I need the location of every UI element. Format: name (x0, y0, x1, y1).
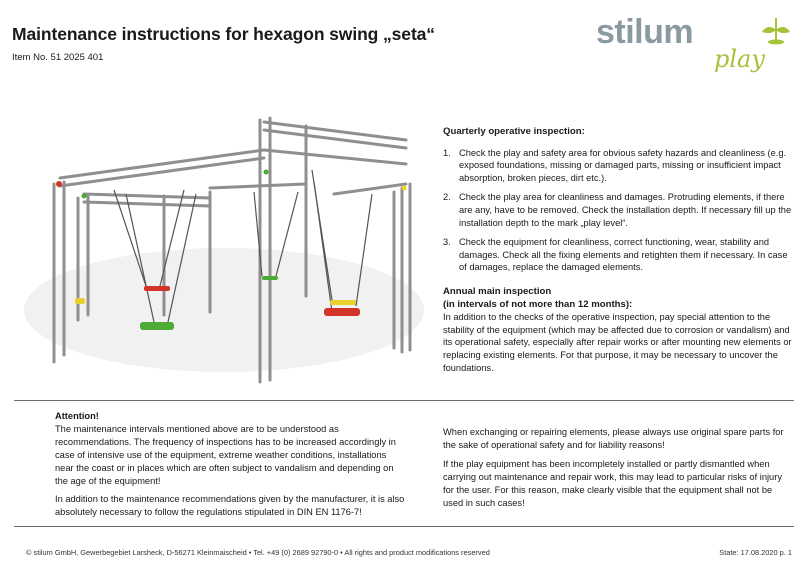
logo-wordmark: stilum (596, 13, 694, 51)
swing-seat-yellow (330, 300, 356, 305)
notes-block (443, 426, 793, 515)
annual-heading: Annual main inspection (443, 285, 552, 297)
notes-paragraph-2: If the play equipment has been incompletely installed or partly dismantled when carrying out maintenance and repair work, this may lead to particular risks of injury for the user. For this reason, make clearly visible that the equipment shall not be used in such cases! (443, 458, 782, 508)
hexagon-swing-illustration (14, 100, 424, 400)
annual-inspection (443, 286, 793, 374)
attention-paragraph-1: The maintenance intervals mentioned above are to be understood as recommendations. The frequency of inspections has to be increased accordingly in case of intensive use of the equipment, extreme weather conditions, installations near the coast or in places which are often subject to vandalism and depending on the age of the equipment! (55, 423, 396, 486)
list-number: 3. (443, 237, 451, 248)
divider-top (14, 400, 794, 401)
list-text: Check the play area for cleanliness and damages. Protruding elements, if there are any, have to be removed. Check the installation depth. If necessary fill up the installation depth to the mark „play level“. (459, 192, 792, 228)
swing-seat-green (140, 322, 174, 330)
page-title: Maintenance instructions for hexagon swing „seta“ (12, 24, 435, 44)
post-cap-yellow (75, 298, 85, 304)
logo-subtitle: play (714, 45, 765, 73)
list-number: 1. (443, 147, 451, 158)
item-number: Item No. 51 2025 401 (12, 52, 104, 63)
list-item (443, 236, 793, 274)
list-item (443, 147, 793, 185)
swing-seat-red-front (324, 308, 360, 316)
inspection-column (443, 126, 793, 374)
quarterly-heading: Quarterly operative inspection: (443, 126, 585, 137)
annual-subheading: (in intervals of not more than 12 months): (443, 298, 633, 310)
annual-text: In addition to the checks of the operative inspection, pay special attention to the stability of the equipment (which may be affected due to corrosion or vandalism) and its operational safety, especially after repair works or after mounting new elements or replacing existing elements. For that purpose, it may be necessary to uncover the foundations. (443, 312, 792, 373)
notes-paragraph-1: When exchanging or repairing elements, please always use original spare parts for the sake of operational safety and for liability reasons! (443, 427, 784, 450)
leaf-icon (760, 14, 792, 50)
divider-bottom (14, 526, 794, 527)
list-text: Check the equipment for cleanliness, correct functioning, wear, stability and damages. Check all the fixing elements and retighten them if necessary. In case of damages, replace the damaged elements. (459, 237, 788, 273)
attention-paragraph-2: In addition to the maintenance recommendations given by the manufacturer, it is also absolutely necessary to follow the regulations stipulated in DIN EN 1176-7! (55, 494, 405, 518)
list-number: 2. (443, 192, 451, 203)
inspection-list (443, 147, 793, 274)
list-text: Check the play and safety area for obvious safety hazards and cleanliness (e.g. exposed foundations, missing or damaged parts, missing or insufficient impact absorption, broken pieces, dirt etc.). (459, 147, 787, 183)
list-item (443, 191, 793, 229)
attention-heading: Attention! (55, 411, 99, 421)
brand-logo (596, 12, 792, 74)
footer-copyright: © stilum GmbH, Gewerbegebiet Larsheck, D-56271 Kleinmaischeid • Tel. +49 (0) 2689 92790-0 • All rights and product modifications reserved (26, 548, 490, 557)
swing-seat-green-small (262, 276, 278, 280)
swing-seat-red (144, 286, 170, 291)
footer-state: State: 17.08.2020 p. 1 (719, 548, 792, 557)
attention-block (55, 410, 405, 525)
